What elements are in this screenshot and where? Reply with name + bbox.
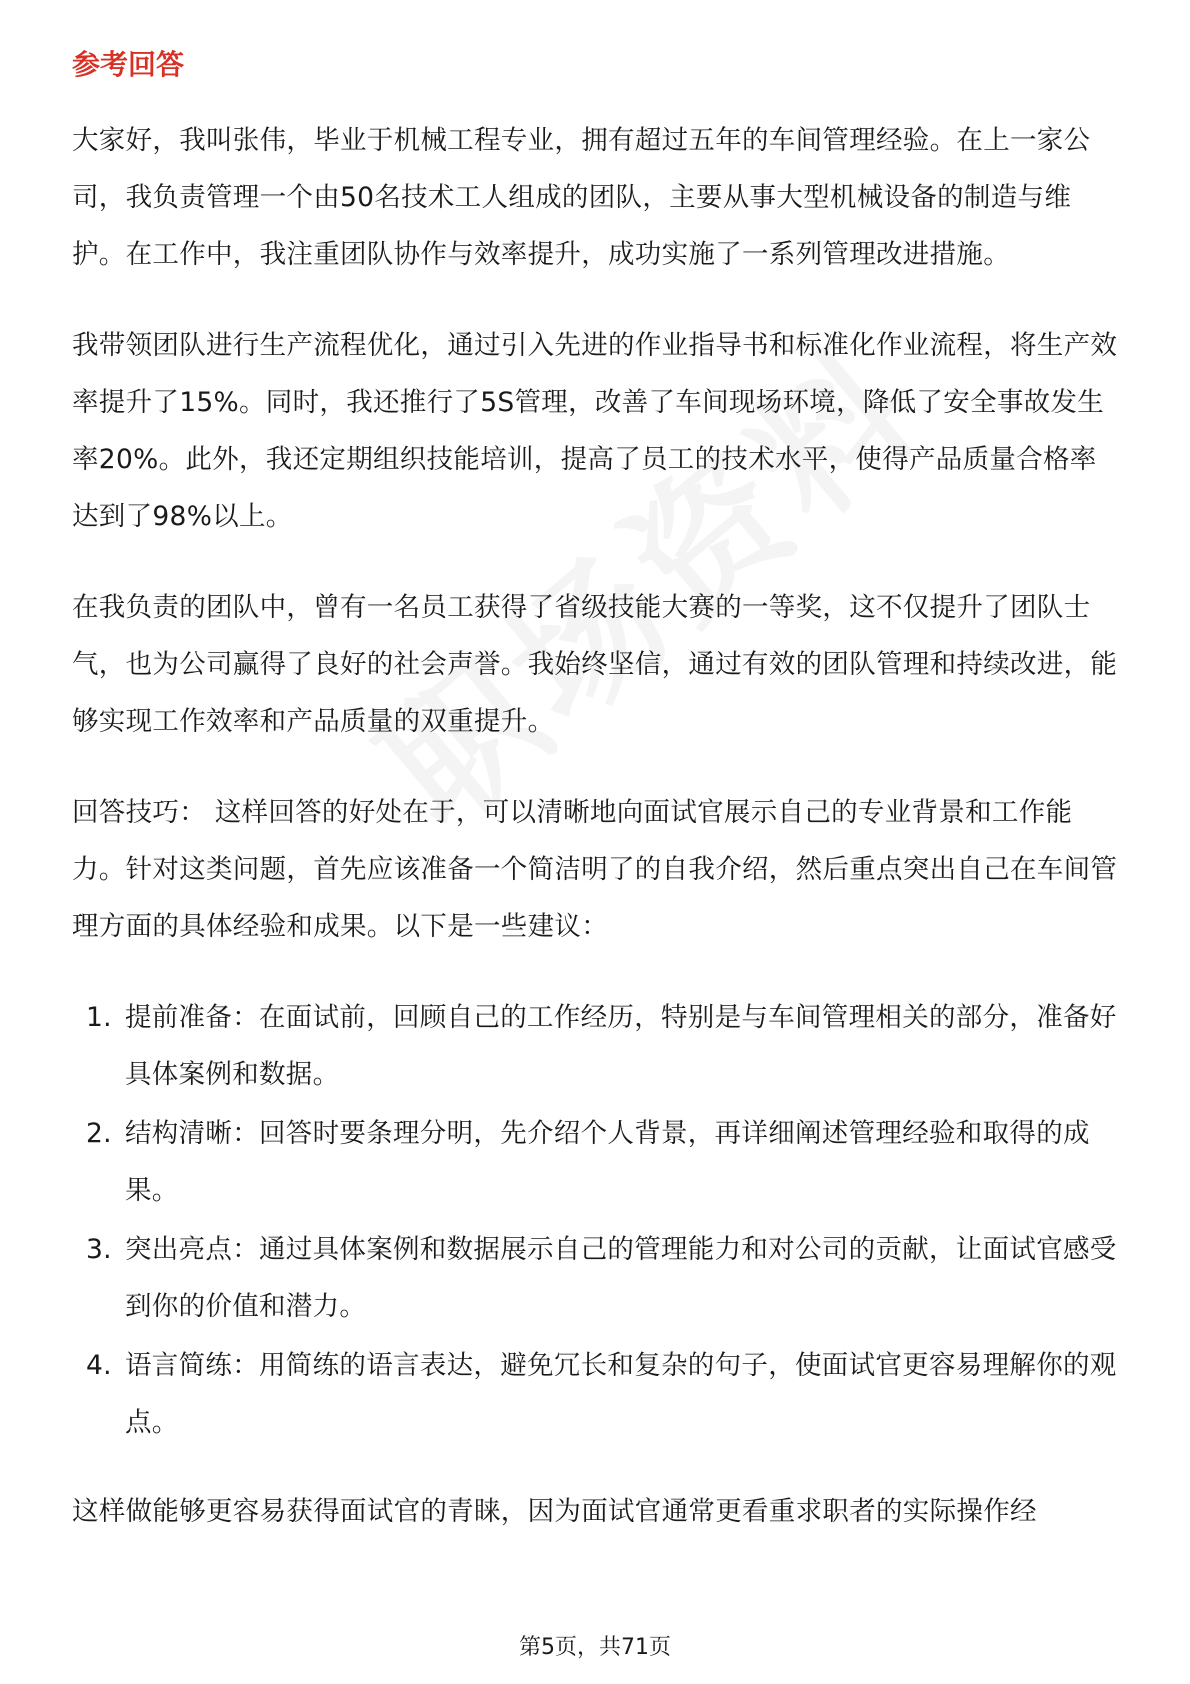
paragraph-intro: 大家好，我叫张伟，毕业于机械工程专业，拥有超过五年的车间管理经验。在上一家公司，我负责管理一个由50名技术工人组成的团队，主要从事大型机械设备的制造与维护。在工作中，我注重团队协作与效率提升，成功实施了一系列管理改进措施。 xyxy=(72,125,1091,270)
list-item-number: 3. xyxy=(86,1234,112,1265)
paragraph-team: 在我负责的团队中，曾有一名员工获得了省级技能大赛的一等奖，这不仅提升了团队士气，也为公司赢得了良好的社会声誉。我始终坚信，通过有效的团队管理和持续改进，能够实现工作效率和产品质量的双重提升。 xyxy=(72,592,1118,737)
paragraph-achievements: 我带领团队进行生产流程优化，通过引入先进的作业指导书和标准化作业流程，将生产效率提升了15%。同时，我还推行了5S管理，改善了车间现场环境，降低了安全事故发生率20%。此外，我还定期组织技能培训，提高了员工的技术水平，使得产品质量合格率达到了98%以上。 xyxy=(72,330,1118,532)
list-item-number: 2. xyxy=(86,1118,112,1149)
list-item-number: 4. xyxy=(86,1350,112,1381)
paragraph-tips-intro: 回答技巧： 这样回答的好处在于，可以清晰地向面试官展示自己的专业背景和工作能力。针对这类问题，首先应该准备一个简洁明了的自我介绍，然后重点突出自己在车间管理方面的具体经验和成果。以下是一些建议： xyxy=(72,797,1118,942)
list-item-text: 突出亮点：通过具体案例和数据展示自己的管理能力和对公司的贡献，让面试官感受到你的价值和潜力。 xyxy=(125,1234,1117,1322)
list-item xyxy=(72,989,1122,1103)
tips-list xyxy=(72,989,1122,1451)
list-item-text: 提前准备：在面试前，回顾自己的工作经历，特别是与车间管理相关的部分，准备好具体案例和数据。 xyxy=(125,1002,1117,1090)
paragraph-closing: 这样做能够更容易获得面试官的青睐，因为面试官通常更看重求职者的实际操作经 xyxy=(72,1496,1037,1527)
section-heading: 参考回答 xyxy=(72,48,185,81)
list-item-text: 结构清晰：回答时要条理分明，先介绍个人背景，再详细阐述管理经验和取得的成果。 xyxy=(125,1118,1090,1206)
page-footer: 第5页，共71页 xyxy=(519,1635,671,1660)
list-item-text: 语言简练：用简练的语言表达，避免冗长和复杂的句子，使面试官更容易理解你的观点。 xyxy=(125,1350,1117,1438)
list-item xyxy=(72,1337,1122,1451)
list-item xyxy=(72,1105,1122,1219)
page-content xyxy=(72,44,1122,1574)
list-item xyxy=(72,1221,1122,1335)
list-item-number: 1. xyxy=(86,1002,112,1033)
